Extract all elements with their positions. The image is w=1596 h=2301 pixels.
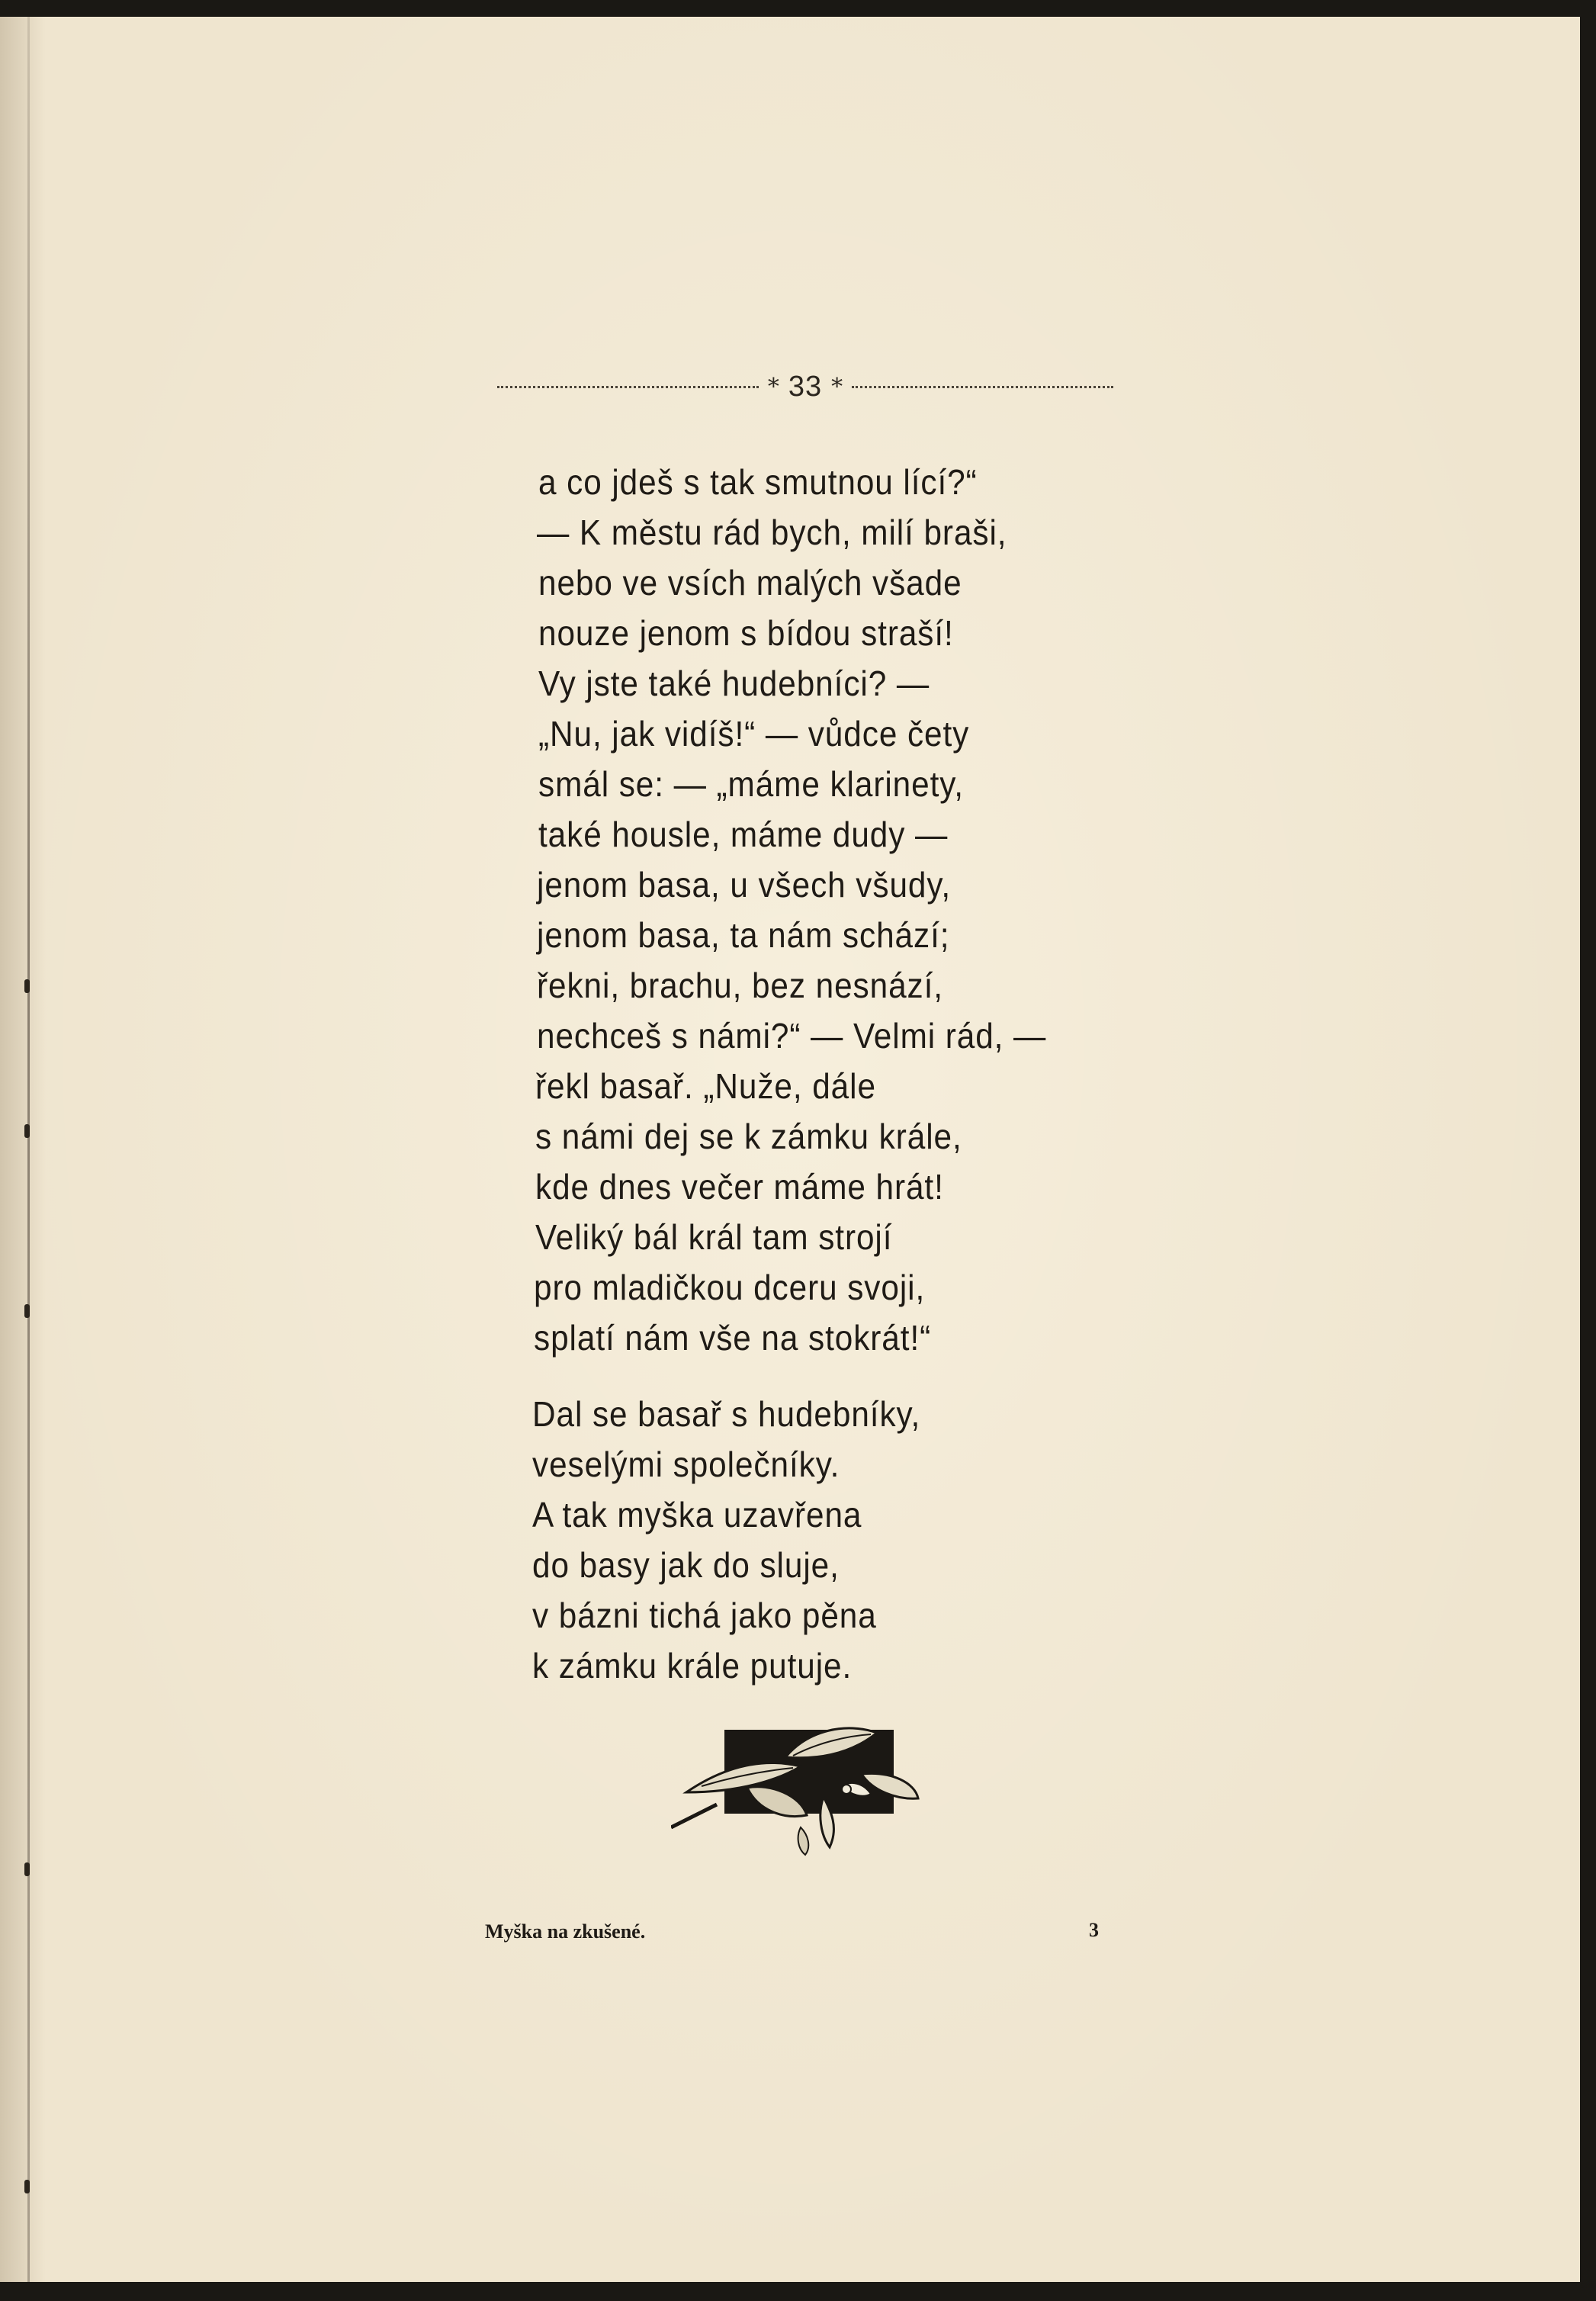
- verse-line: do basy jak do sluje,: [532, 1545, 840, 1585]
- verse-line: řekl basař. „Nuže, dále: [535, 1066, 876, 1106]
- footer-title: Myška na zkušené.: [485, 1920, 646, 1943]
- verse-line: řekni, brachu, bez nesnází,: [537, 966, 943, 1005]
- verse-line: jenom basa, u všech všudy,: [537, 865, 952, 905]
- verse-line: kde dnes večer máme hrát!: [535, 1167, 944, 1207]
- verse-line: — K městu rád bych, milí braši,: [537, 513, 1007, 552]
- verse-line: k zámku krále putuje.: [532, 1646, 853, 1686]
- signature-mark: 3: [1089, 1919, 1099, 1941]
- header-rule-right: [852, 386, 1113, 388]
- page-number: 33: [788, 370, 823, 403]
- header-rule-left: [497, 386, 759, 388]
- verse-line: splatí nám vše na stokrát!“: [534, 1318, 932, 1358]
- binding-mark: [24, 979, 30, 993]
- page-header: [497, 368, 1113, 406]
- verse-line: pro mladičkou dceru svoji,: [534, 1268, 926, 1307]
- book-page: [0, 17, 1580, 2282]
- verse-line: nebo ve vsích malých všade: [538, 563, 962, 603]
- verse-line: Veliký bál král tam strojí: [535, 1217, 893, 1257]
- verse-line: jenom basa, ta nám schází;: [537, 915, 950, 955]
- floral-vignette-icon: [671, 1713, 920, 1858]
- verse-line: „Nu, jak vidíš!“ — vůdce čety: [538, 714, 970, 754]
- binding-mark: [24, 1862, 30, 1876]
- verse-line: a co jdeš s tak smutnou lící?“: [538, 462, 978, 502]
- verse-line: také housle, máme dudy —: [538, 815, 949, 854]
- binding-mark: [24, 2180, 30, 2193]
- binding-edge: [27, 17, 30, 2282]
- verse-line: veselými společníky.: [532, 1445, 840, 1484]
- verse-line: A tak myška uzavřena: [532, 1495, 862, 1535]
- verse-line: nouze jenom s bídou straší!: [538, 613, 954, 653]
- verse-line: v bázni tichá jako pěna: [532, 1596, 877, 1635]
- binding-mark: [24, 1304, 30, 1318]
- verse-line: s námi dej se k zámku krále,: [535, 1117, 962, 1156]
- header-star-left: *: [767, 373, 779, 400]
- header-star-right: *: [831, 373, 843, 400]
- verse-line: Vy jste také hudebníci? —: [538, 664, 930, 703]
- verse-line: Dal se basař s hudebníky,: [532, 1394, 921, 1434]
- binding-mark: [24, 1124, 30, 1138]
- verse-line: nechceš s námi?“ — Velmi rád, —: [537, 1016, 1047, 1056]
- verse-line: smál se: — „máme klarinety,: [538, 764, 964, 804]
